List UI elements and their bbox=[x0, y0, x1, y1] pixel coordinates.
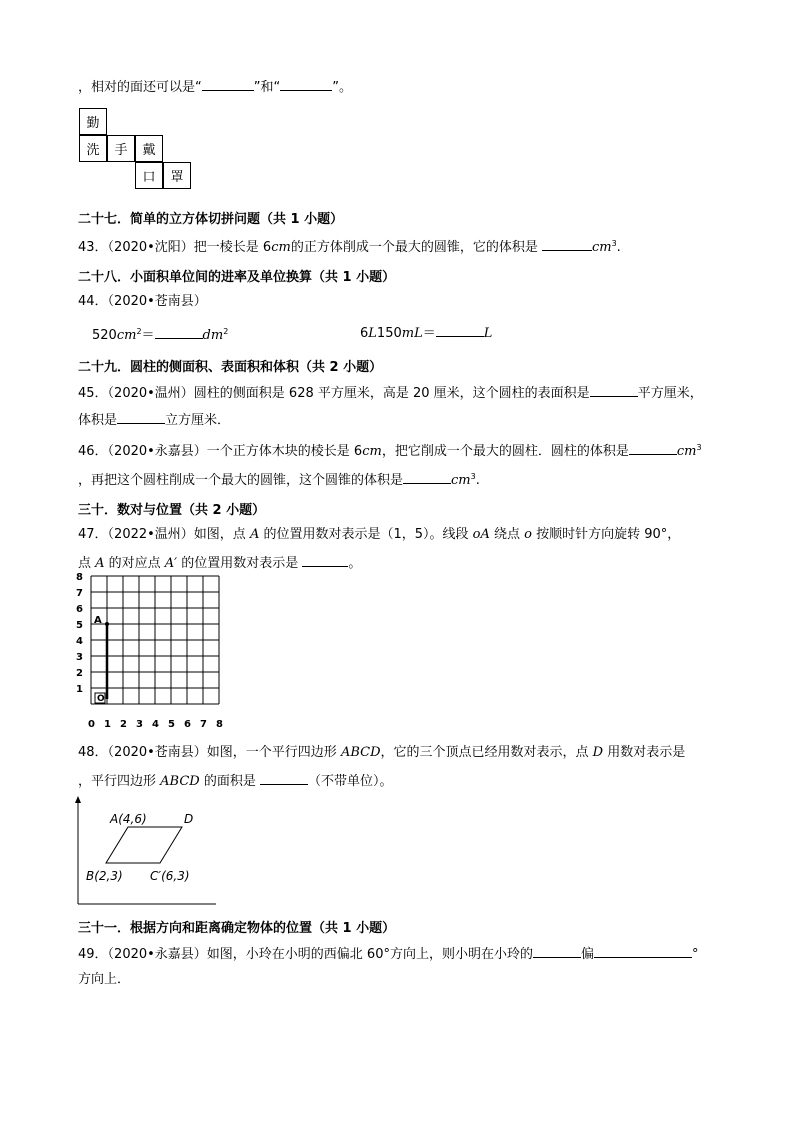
question-46-line2 bbox=[78, 469, 480, 489]
unit: cm bbox=[271, 240, 291, 255]
x-tick-label: 4 bbox=[152, 719, 159, 730]
question-text: 45．（2020•温州）圆柱的侧面积是 628 平方厘米，高是 20 厘米，这个圆柱的表面积是 bbox=[78, 386, 590, 401]
question-45-line1 bbox=[78, 384, 703, 402]
question-text: ，它的三个顶点已经用数对表示，点 bbox=[380, 745, 593, 760]
question-text: 绕点 bbox=[489, 527, 525, 542]
question-48-line1 bbox=[78, 745, 685, 761]
segment-label: oA bbox=[472, 527, 490, 542]
point-label: A bbox=[95, 556, 105, 571]
unit: cm bbox=[116, 328, 137, 343]
unit: mL bbox=[401, 326, 423, 341]
question-text: . bbox=[616, 240, 621, 255]
label-b-coord: B(2,3) bbox=[86, 869, 123, 883]
question-text: 的正方体削成一个最大的圆锥，它的体积是 bbox=[290, 240, 542, 255]
y-tick-label: 7 bbox=[76, 588, 83, 599]
intro-text-c: ”。 bbox=[332, 80, 352, 95]
answer-blank[interactable] bbox=[202, 78, 254, 91]
unit: cm bbox=[676, 444, 697, 459]
question-text: 点 bbox=[78, 556, 96, 571]
unit: dm bbox=[202, 328, 224, 343]
question-text: （不带单位）。 bbox=[307, 774, 393, 789]
y-tick-label: 1 bbox=[76, 684, 83, 695]
question-text: 48．（2020•苍南县）如图，一个平行四边形 bbox=[78, 745, 341, 760]
question-text: 的对应点 bbox=[104, 556, 165, 571]
y-tick-label: 8 bbox=[76, 572, 83, 583]
answer-blank[interactable] bbox=[542, 238, 592, 251]
question-49-line2: 方向上． bbox=[78, 972, 131, 987]
y-tick-label: 6 bbox=[76, 604, 83, 615]
answer-blank[interactable] bbox=[590, 384, 638, 397]
question-47-line2 bbox=[78, 554, 361, 572]
section-heading: 二十七．简单的立方体切拼问题（共 1 小题） bbox=[78, 212, 344, 227]
answer-blank[interactable] bbox=[260, 772, 308, 785]
answer-blank[interactable] bbox=[629, 442, 677, 455]
question-44-right bbox=[360, 324, 492, 342]
net-face: 口 bbox=[135, 162, 163, 189]
x-tick-label: 5 bbox=[168, 719, 175, 730]
question-text: 的位置用数对表示是（1，5）。线段 bbox=[259, 527, 473, 542]
value: 150 bbox=[376, 326, 402, 341]
question-text: 立方厘米． bbox=[165, 413, 231, 428]
question-47-line1 bbox=[78, 527, 680, 543]
answer-blank[interactable] bbox=[117, 411, 165, 424]
exponent: 3 bbox=[696, 443, 702, 452]
label-o: O bbox=[97, 694, 105, 704]
section-heading: 三十一．根据方向和距离确定物体的位置（共 1 小题） bbox=[78, 921, 396, 936]
question-45-line2 bbox=[78, 411, 230, 429]
shape-label: ABCD bbox=[340, 745, 381, 760]
exponent: 3 bbox=[470, 472, 476, 481]
answer-blank[interactable] bbox=[155, 326, 203, 339]
unit: cm bbox=[451, 473, 471, 488]
y-tick-label: 3 bbox=[76, 652, 83, 663]
label-c-coord: C′(6,3) bbox=[150, 869, 190, 883]
question-text: ，再把这个圆柱削成一个最大的圆锥，这个圆锥的体积是 bbox=[78, 473, 404, 488]
question-number: 43．（2020•沈阳） bbox=[78, 240, 194, 255]
grid-tick-labels bbox=[76, 572, 223, 730]
question-text: 偏 bbox=[580, 947, 594, 962]
question-text: ，把它削成一个最大的圆柱．圆柱的体积是 bbox=[381, 444, 629, 459]
question-text: 49．（2020•永嘉县）如图，小玲在小明的西偏北 60°方向上，则小明在小玲的 bbox=[78, 947, 533, 962]
equals: ＝ bbox=[141, 328, 155, 343]
answer-blank[interactable] bbox=[533, 945, 581, 958]
answer-blank[interactable] bbox=[436, 324, 484, 337]
answer-blank[interactable] bbox=[280, 78, 332, 91]
question-44-number: 44．（2020•苍南县） bbox=[78, 294, 207, 309]
question-text: 体积是 bbox=[78, 413, 118, 428]
x-tick-label: 6 bbox=[184, 719, 191, 730]
question-49-line1 bbox=[78, 945, 698, 963]
question-43 bbox=[78, 236, 621, 256]
question-text: 47．（2022•温州）如图，点 bbox=[78, 527, 250, 542]
question-text: 的面积是 bbox=[199, 774, 260, 789]
label-a-coord: A(4,6) bbox=[110, 812, 147, 826]
shape-label: ABCD bbox=[160, 774, 200, 789]
unit: L bbox=[483, 326, 493, 341]
section-heading: 二十八．小面积单位间的进率及单位换算（共 1 小题） bbox=[78, 270, 396, 285]
parallelogram-figure bbox=[70, 796, 220, 908]
x-tick-label: 8 bbox=[216, 719, 223, 730]
exponent: 2 bbox=[223, 327, 229, 336]
question-text: 46．（2020•永嘉县）一个正方体木块的棱长是 6 bbox=[78, 444, 363, 459]
unit: cm bbox=[362, 444, 382, 459]
net-face: 勤 bbox=[79, 108, 107, 135]
value: 6 bbox=[360, 326, 369, 341]
y-axis-arrow bbox=[75, 796, 81, 803]
net-face: 手 bbox=[107, 135, 135, 162]
parallelogram bbox=[106, 827, 182, 863]
intro-text-a: ，相对的面还可以是“ bbox=[78, 80, 202, 95]
label-a: A bbox=[94, 615, 102, 626]
answer-blank[interactable] bbox=[302, 554, 348, 567]
equals: ＝ bbox=[422, 326, 436, 341]
net-face: 罩 bbox=[163, 162, 191, 189]
x-tick-label: 2 bbox=[120, 719, 127, 730]
x-tick-label: 1 bbox=[104, 719, 111, 730]
y-tick-label: 2 bbox=[76, 668, 83, 679]
point-label: o bbox=[524, 527, 532, 542]
unit: cm bbox=[591, 240, 612, 255]
exponent: 3 bbox=[611, 239, 617, 248]
intro-line bbox=[78, 78, 352, 96]
question-text: 把一棱长是 6 bbox=[193, 240, 272, 255]
question-text: 的位置用数对表示是 bbox=[177, 556, 303, 571]
question-text: . bbox=[475, 473, 480, 488]
x-tick-label: 7 bbox=[200, 719, 207, 730]
cube-net bbox=[79, 108, 195, 194]
answer-blank[interactable] bbox=[403, 471, 451, 484]
net-face: 洗 bbox=[79, 135, 107, 162]
intro-text-b: ”和“ bbox=[253, 80, 281, 95]
question-text: ，平行四边形 bbox=[78, 774, 161, 789]
x-tick-label: 3 bbox=[136, 719, 143, 730]
point-label: A′ bbox=[164, 556, 178, 571]
unit: L bbox=[368, 326, 377, 341]
question-text: 平方厘米， bbox=[637, 386, 703, 401]
y-tick-label: 4 bbox=[76, 636, 83, 647]
section-heading: 三十．数对与位置（共 2 小题） bbox=[78, 503, 266, 518]
point-label: D bbox=[592, 745, 604, 760]
point-a bbox=[105, 622, 109, 626]
exponent: 2 bbox=[136, 327, 142, 336]
question-44-left bbox=[92, 324, 228, 344]
question-46-line1 bbox=[78, 440, 702, 460]
y-tick-label: 5 bbox=[76, 620, 83, 631]
question-text: 。 bbox=[348, 556, 362, 571]
question-text: 用数对表示是 bbox=[603, 745, 686, 760]
coordinate-grid bbox=[74, 572, 234, 735]
point-label: A bbox=[249, 527, 260, 542]
x-tick-label: 0 bbox=[88, 719, 95, 730]
question-text: 按顺时针方向旋转 90°， bbox=[531, 527, 681, 542]
grid-lines bbox=[91, 576, 219, 704]
net-face: 戴 bbox=[135, 135, 163, 162]
answer-blank[interactable] bbox=[594, 945, 692, 958]
question-48-line2 bbox=[78, 772, 392, 790]
value: 520 bbox=[92, 328, 117, 343]
section-heading: 二十九．圆柱的侧面积、表面积和体积（共 2 小题） bbox=[78, 360, 383, 375]
label-d: D bbox=[184, 812, 194, 826]
question-text: ° bbox=[691, 947, 699, 962]
